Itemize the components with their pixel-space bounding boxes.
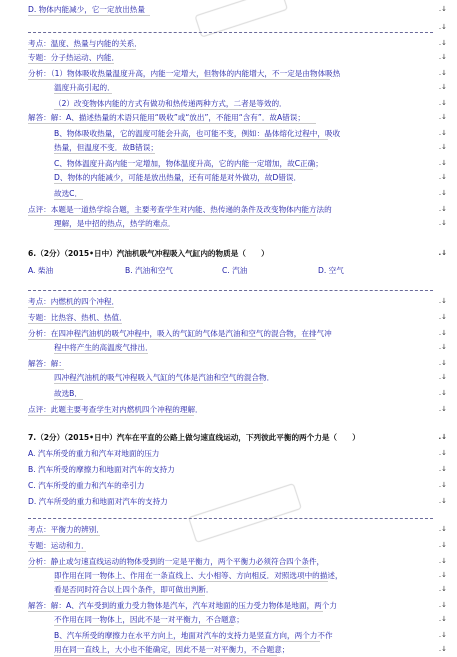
line-end-mark: .↓ bbox=[438, 359, 447, 367]
q7-analysis-line-text: B、汽车所受的摩擦力在水平方向上，地面对汽车的支持力是竖直方向，两个力不作 bbox=[54, 631, 333, 640]
q7-analysis-line-text: 用在同一直线上，大小也不能确定，因此不是一对平衡力，不合题意； bbox=[54, 645, 290, 654]
q7-analysis-line-text: 分析：静止或匀速直线运动的物体受到的一定是平衡力，两个平衡力必须符合四个条件， bbox=[28, 557, 325, 566]
text-underline bbox=[28, 551, 86, 552]
line-end-mark: .↓ bbox=[438, 405, 447, 413]
line-end-mark: .↓ bbox=[438, 645, 447, 653]
q5-line-text: 解答：解：A、描述热量的术语只能用“吸收”或“放出”，不能用“含有”．故A错误； bbox=[28, 113, 305, 122]
q5-line-text: B、物体吸收热量，它的温度可能会升高，也可能不变，例如：晶体熔化过程中，吸收 bbox=[54, 129, 341, 138]
q6-stem-text: 6.（2分）（2015•日中）汽油机吸气冲程吸入气缸内的物质是（ ） bbox=[28, 249, 269, 258]
line-end-mark: .↓ bbox=[438, 481, 447, 489]
q7-analysis-line-text: 考点：平衡力的辨别． bbox=[28, 525, 104, 534]
q6-analysis-line-text: 解答：解： bbox=[28, 359, 66, 368]
line-end-mark: .↓ bbox=[438, 297, 447, 305]
q7-analysis-line-text: 解答：解：A、汽车受到的重力受力物体是汽车，汽车对地面的压力受力物体是地面，两个力 bbox=[28, 601, 337, 610]
section-divider bbox=[28, 518, 433, 519]
text-underline bbox=[54, 153, 155, 154]
line-end-mark: .↓ bbox=[438, 601, 447, 609]
line-end-mark: .↓ bbox=[438, 113, 447, 121]
line-end-mark: .↓ bbox=[438, 329, 447, 337]
q6-analysis-line-text: 考点：内燃机的四个冲程． bbox=[28, 297, 120, 306]
q5-line-text: C、物体温度升高内能一定增加，物体温度升高，它的内能一定增加，故C正确； bbox=[54, 159, 323, 168]
line-end-mark: .↓ bbox=[438, 389, 447, 397]
q6-option: A. 柴油 bbox=[28, 266, 54, 275]
line-end-mark: .↓ bbox=[438, 631, 447, 639]
q7-option bbox=[0, 446, 457, 461]
q5-line-text: 分析：（1）物体吸收热量温度升高，内能一定增大，但物体的内能增大，不一定是由物体吸热 bbox=[28, 69, 341, 78]
q6-option: C. 汽油 bbox=[222, 266, 248, 275]
q6-analysis-line bbox=[0, 356, 457, 371]
line-end-mark: .↓ bbox=[438, 83, 447, 91]
text-underline bbox=[54, 399, 83, 400]
q7-analysis-line-text: 看是否同时符合以上四个条件，即可做出判断． bbox=[54, 585, 214, 594]
line-end-mark: .↓ bbox=[438, 39, 447, 47]
section-divider bbox=[28, 32, 433, 33]
q7-option bbox=[0, 494, 457, 509]
q7-option-text: C. 汽车所受的重力和汽车的牵引力 bbox=[28, 481, 145, 490]
line-end-mark: .↓ bbox=[438, 53, 447, 61]
q6-analysis-line-text: 分析：在四冲程汽油机的吸气冲程中，吸入的气缸的气体是汽油和空气的混合物，在排气冲 bbox=[28, 329, 332, 338]
line-end-mark: .↓ bbox=[438, 23, 447, 31]
text-underline bbox=[54, 655, 277, 656]
line-end-mark: .↓ bbox=[438, 69, 447, 77]
line-end-mark: .↓ bbox=[438, 129, 447, 137]
line-end-mark: .↓ bbox=[438, 219, 447, 227]
q5-line-text: 点评：本题是一道热学综合题，主要考查学生对内能、热传递的条件及改变物体内能方法的 bbox=[28, 205, 332, 214]
q6-option: D. 空气 bbox=[318, 266, 344, 275]
line-end-mark: .↓ bbox=[438, 571, 447, 579]
q7-option bbox=[0, 462, 457, 477]
line-end-mark: .↓ bbox=[438, 189, 447, 197]
text-underline bbox=[28, 63, 114, 64]
line-end-mark: .↓ bbox=[438, 525, 447, 533]
line-end-mark: .↓ bbox=[438, 433, 447, 441]
line-end-mark: .↓ bbox=[438, 313, 447, 321]
q6-analysis-line-text: 专题：比热容、热机、热值． bbox=[28, 313, 127, 322]
q5-line-text: 温度升高引起的． bbox=[54, 83, 115, 92]
line-end-mark: .↓ bbox=[438, 5, 447, 13]
text-underline bbox=[54, 183, 292, 184]
line-end-mark: .↓ bbox=[438, 159, 447, 167]
line-end-mark: .↓ bbox=[438, 343, 447, 351]
q6-analysis-line-text: 故选B． bbox=[54, 389, 82, 398]
text-underline bbox=[54, 625, 234, 626]
q7-analysis-line-text: 专题：运动和力． bbox=[28, 541, 89, 550]
text-underline bbox=[28, 415, 194, 416]
text-underline bbox=[28, 15, 150, 16]
line-end-mark: .↓ bbox=[438, 465, 447, 473]
q6-analysis-line-text: 四冲程汽油机的吸气冲程吸入气缸的气体是汽油和空气的混合物． bbox=[54, 373, 275, 382]
line-end-mark: .↓ bbox=[438, 373, 447, 381]
line-end-mark: .↓ bbox=[438, 205, 447, 213]
line-end-mark: .↓ bbox=[438, 541, 447, 549]
q7-stem-text: 7.（2分）（2015•日中）汽车在平直的公路上做匀速直线运动，下列彼此平衡的两个力是（ ） bbox=[28, 433, 360, 442]
line-end-mark: .↓ bbox=[438, 497, 447, 505]
q7-option-text: D. 汽车所受的重力和地面对汽车的支持力 bbox=[28, 497, 168, 506]
q5-line-text: 考点：温度、热量与内能的关系． bbox=[28, 39, 142, 48]
line-end-mark: .↓ bbox=[438, 173, 447, 181]
text-underline bbox=[28, 535, 100, 536]
q7-option bbox=[0, 478, 457, 493]
section-divider bbox=[28, 290, 433, 291]
q6-stem bbox=[0, 246, 457, 261]
text-underline bbox=[54, 383, 263, 384]
q5-line-text: （2）改变物体内能的方式有做功和热传递两种方式，二者是等效的． bbox=[54, 99, 287, 108]
q6-analysis-line-text: 程中将产生的高温废气排出． bbox=[54, 343, 153, 352]
q7-analysis-line-text: 即作用在同一物体上、作用在一条直线上、大小相等、方向相反．对照选项中的描述， bbox=[54, 571, 343, 580]
q5-line-text: 理解，是中招的热点，热学的难点． bbox=[54, 219, 176, 228]
line-end-mark: .↓ bbox=[438, 99, 447, 107]
q5-line-text: D. 物体内能减少，它一定放出热量 bbox=[28, 5, 145, 14]
text-underline bbox=[54, 229, 169, 230]
text-underline bbox=[28, 307, 114, 308]
q7-stem bbox=[0, 430, 457, 445]
text-underline bbox=[28, 323, 122, 324]
text-underline bbox=[54, 93, 112, 94]
q5-line-text: 专题：分子热运动、内能． bbox=[28, 53, 120, 62]
q7-option-text: B. 汽车所受的摩擦力和地面对汽车的支持力 bbox=[28, 465, 175, 474]
line-end-mark: .↓ bbox=[438, 143, 447, 151]
q6-analysis-line-text: 点评：此题主要考查学生对内燃机四个冲程的理解． bbox=[28, 405, 203, 414]
q5-line-text: 故选C． bbox=[54, 189, 83, 198]
text-underline bbox=[28, 123, 316, 124]
q7-analysis-line-text: 不作用在同一物体上，因此不是一对平衡力，不合题意； bbox=[54, 615, 244, 624]
line-end-mark: .↓ bbox=[438, 585, 447, 593]
q7-option-text: A. 汽车所受的重力和汽车对地面的压力 bbox=[28, 449, 160, 458]
text-underline bbox=[54, 353, 148, 354]
q6-option: B. 汽油和空气 bbox=[125, 266, 174, 275]
text-underline bbox=[54, 595, 205, 596]
line-end-mark: .↓ bbox=[438, 615, 447, 623]
text-underline bbox=[54, 199, 83, 200]
line-end-mark: .↓ bbox=[438, 449, 447, 457]
q5-line-text: D、物体的内能减少，可能是放出热量，还有可能是对外做功，故D错误． bbox=[54, 173, 302, 182]
line-end-mark: .↓ bbox=[438, 557, 447, 565]
line-end-mark: .↓ bbox=[438, 249, 447, 257]
q5-line-text: 热量，但温度不变．故B错误； bbox=[54, 143, 158, 152]
